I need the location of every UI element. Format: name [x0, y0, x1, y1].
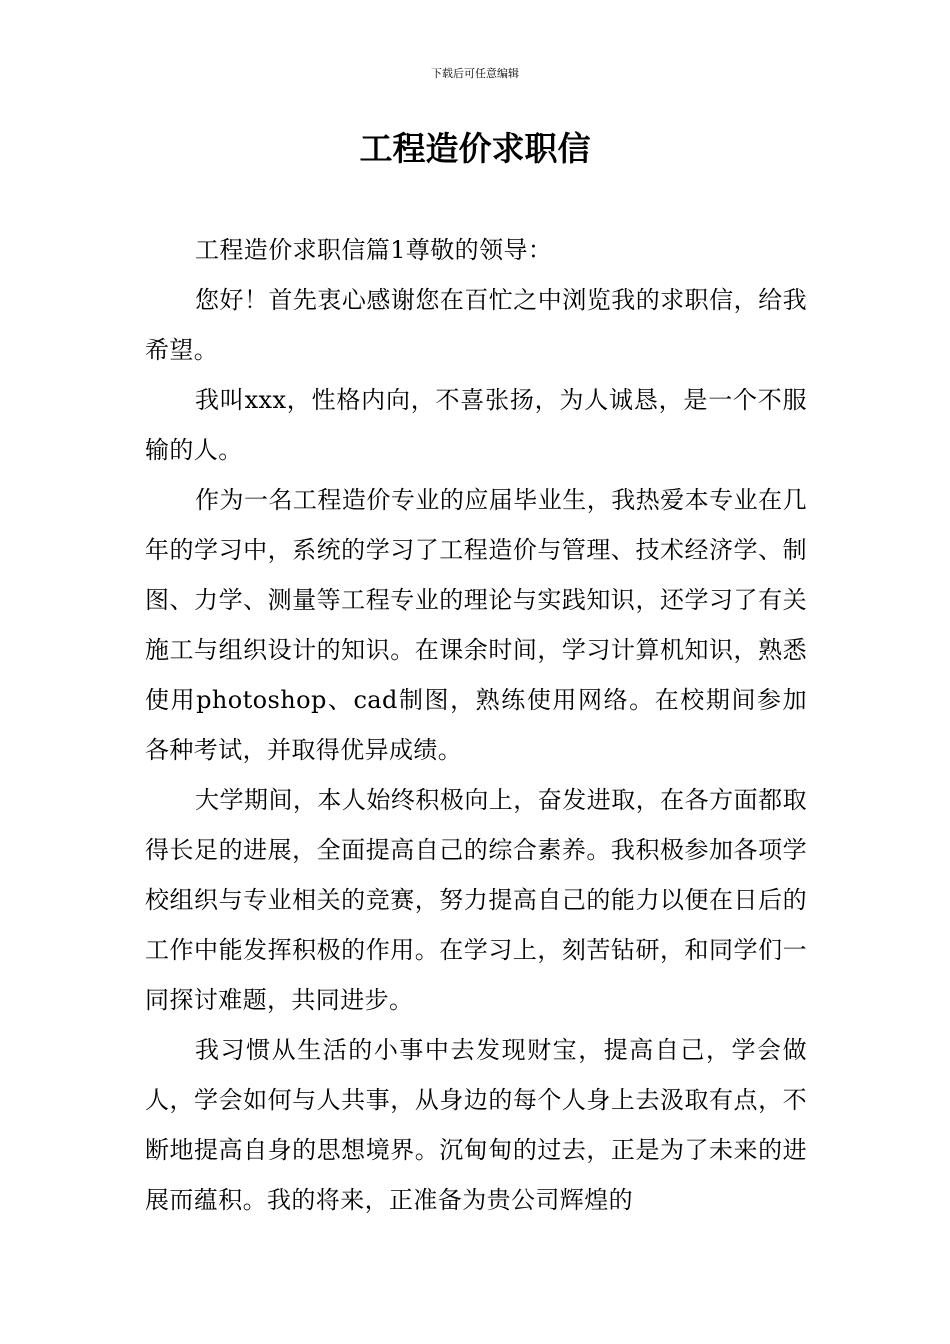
header-note: 下载后可任意编辑 — [431, 67, 519, 80]
paragraph-personal-growth: 我习惯从生活的小事中去发现财宝，提高自己，学会做人，学会如何与人共事，从身边的每个人身上去汲取有点，不断地提高自身的思想境界。沉甸甸的过去，正是为了未来的进展而蕴积。我的将来，正准备为贵公司辉煌的 — [145, 1036, 807, 1214]
document-body — [145, 225, 807, 1225]
paragraph-salutation: 工程造价求职信篇1尊敬的领导： — [195, 236, 553, 264]
document-title: 工程造价求职信 — [359, 129, 591, 168]
paragraph-education: 作为一名工程造价专业的应届毕业生，我热爱本专业在几年的学习中，系统的学习了工程造价与管理、技术经济学、制图、力学、测量等工程专业的理论与实践知识，还学习了有关施工与组织设计的知识。在课余时间，学习计算机知识，熟悉使用photoshop、cad制图，熟练使用网络。在校期间参加各种考试，并取得优异成绩。 — [145, 486, 807, 764]
paragraph-greeting: 您好！首先衷心感谢您在百忙之中浏览我的求职信，给我希望。 — [145, 286, 807, 364]
paragraph-university: 大学期间，本人始终积极向上，奋发进取，在各方面都取得长足的进展，全面提高自己的综合素养。我积极参加各项学校组织与专业相关的竞赛，努力提高自己的能力以便在日后的工作中能发挥积极的作用。在学习上，刻苦钻研，和同学们一同探讨难题，共同进步。 — [145, 786, 807, 1014]
paragraph-self-intro: 我叫xxx，性格内向，不喜张扬，为人诚恳，是一个不服输的人。 — [145, 386, 807, 464]
